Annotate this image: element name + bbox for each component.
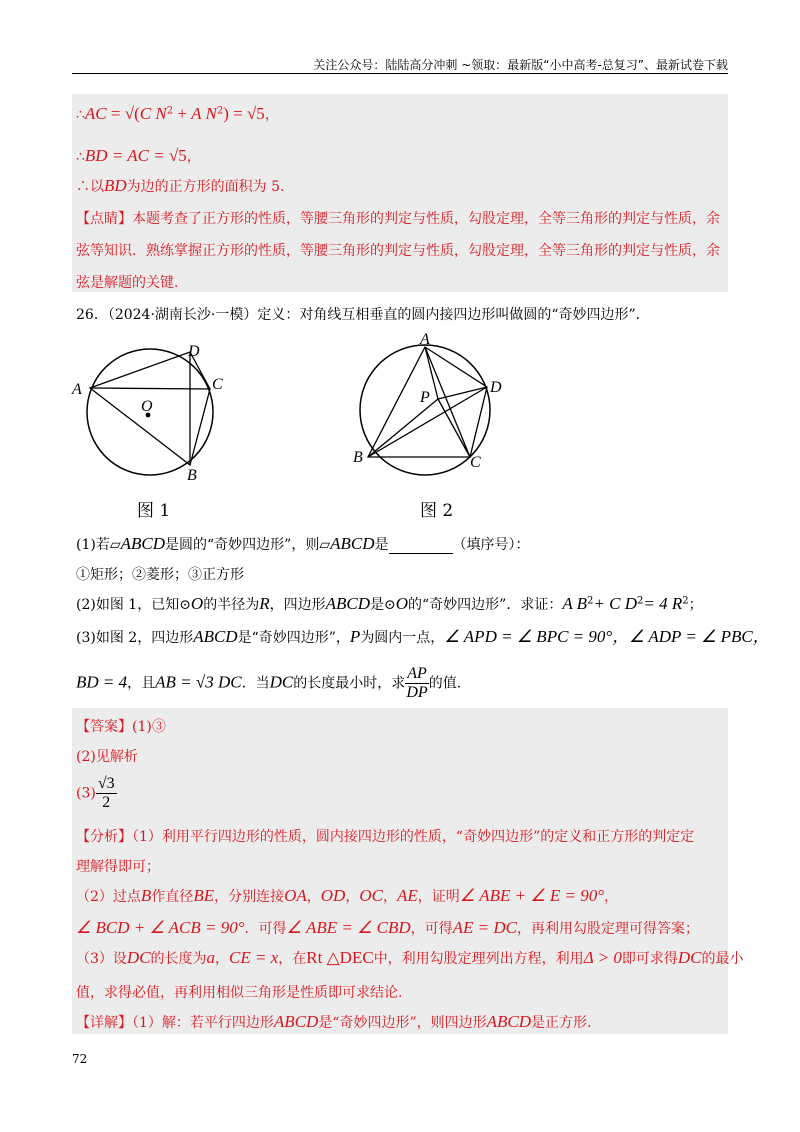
question-3-line-2: BD = 4，且AB = √3 DC．当DC的长度最小时，求 $\frac{AP}{DP}$ 的值. xyxy=(76,665,462,701)
fig2-label-d: D xyxy=(490,379,502,396)
problem-intro: 26．（2024·湖南长沙·一模）定义：对角线互相垂直的圆内接四边形叫做圆的“奇妙四边形”． xyxy=(76,307,650,323)
detail-line-1: 【详解】（1）解：若平行四边形ABCD是“奇妙四边形”，则四边形ABCD是正方形. xyxy=(76,1012,592,1031)
fig2-label-c: C xyxy=(470,454,481,471)
analysis-line-3: （2）过点B作直径BE，分别连接OA，OD，OC，AE，证明∠ ABE + ∠ E = 90°， xyxy=(76,886,618,905)
page-number: 72 xyxy=(72,1052,88,1066)
ap-over-dp-fraction: $\frac{AP}{DP}$ xyxy=(406,665,428,701)
analysis-line-2: 理解得即可； xyxy=(76,859,160,875)
analysis-line-1: 【分析】（1）利用平行四边形的性质，圆内接四边形的性质，“奇妙四边形”的定义和正方形的判定定 xyxy=(76,829,695,845)
solution-line-2: ∴BD = AC = √5， xyxy=(76,146,201,165)
fig2-label-p: P xyxy=(420,389,430,406)
answer-1: 【答案】(1)③ xyxy=(76,719,166,735)
comment-line-2: 弦等知识．熟练掌握正方形的性质，等腰三角形的判定与性质，勾股定理，全等三角形的判定与性质，余 xyxy=(76,243,720,259)
figure-2 xyxy=(350,330,520,480)
page-header: 关注公众号：陆陆高分冲刺 ~领取：最新版“小中高考-总复习”、最新试卷下载 xyxy=(313,58,728,72)
answer-3: (3) $\frac{√3}{2}$ xyxy=(76,775,115,811)
answer-tag: 【答案】 xyxy=(76,719,132,735)
question-3: (3)如图 2，四边形ABCD是“奇妙四边形”，P为圆内一点，∠ APD = ∠ BPC = 90°，∠ ADP = ∠ PBC， xyxy=(76,627,770,646)
fig1-label-b: B xyxy=(187,467,197,484)
analysis-line-6: 值，求得必值，再利用相似三角形是性质即可求结论. xyxy=(76,985,403,1001)
fig1-label-d: D xyxy=(188,343,200,360)
detail-tag: 【详解】 xyxy=(76,1015,132,1031)
comment-line-3: 弦是解题的关键． xyxy=(76,275,188,291)
solution-line-3: ∴以BD为边的正方形的面积为 5. xyxy=(76,176,285,195)
fig2-label-b: B xyxy=(353,449,363,466)
fig2-label-a: A xyxy=(420,331,430,348)
fig1-label-a: A xyxy=(72,381,82,398)
question-2: (2)如图 1，已知⊙O的半径为R，四边形ABCD是⊙O的“奇妙四边形”．求证：A $B^2+ C$ $D^2= 4$ $R^2$； xyxy=(76,594,703,613)
question-1: (1)若▱ABCD是圆的“奇妙四边形”，则▱ABCD是 （填序号）： xyxy=(76,534,530,553)
solution-line-1: ∴AC = √(C $N^2 + A$ $N^2) = √5$， xyxy=(76,104,279,123)
fig1-label-c: C xyxy=(212,376,223,393)
question-1-options: ①矩形；②菱形；③正方形 xyxy=(76,567,244,583)
answer-blank xyxy=(389,540,453,554)
answer-3-fraction: $\frac{√3}{2}$ xyxy=(97,775,115,811)
analysis-tag: 【分析】 xyxy=(76,829,132,845)
figure-2-caption: 图 2 xyxy=(420,501,454,521)
comment-line-1: 【点睛】本题考查了正方形的性质，等腰三角形的判定与性质，勾股定理，全等三角形的判定与性质，余 xyxy=(76,211,720,227)
analysis-line-4: ∠ BCD + ∠ ACB = 90°．可得∠ ABE = ∠ CBD，可得AE = DC，再利用勾股定理可得答案； xyxy=(76,918,699,937)
comment-tag: 【点睛】 xyxy=(76,211,132,227)
figure-1-caption: 图 1 xyxy=(137,501,171,521)
header-divider xyxy=(72,73,728,74)
fig1-label-o: O xyxy=(141,398,153,415)
analysis-line-5: （3）设DC的长度为a，CE = x，在Rt △DEC中，利用勾股定理列出方程，利用Δ > 0即可求得DC的最小 xyxy=(76,948,744,967)
figure-1 xyxy=(70,330,250,490)
answer-2: (2)见解析 xyxy=(76,749,138,765)
